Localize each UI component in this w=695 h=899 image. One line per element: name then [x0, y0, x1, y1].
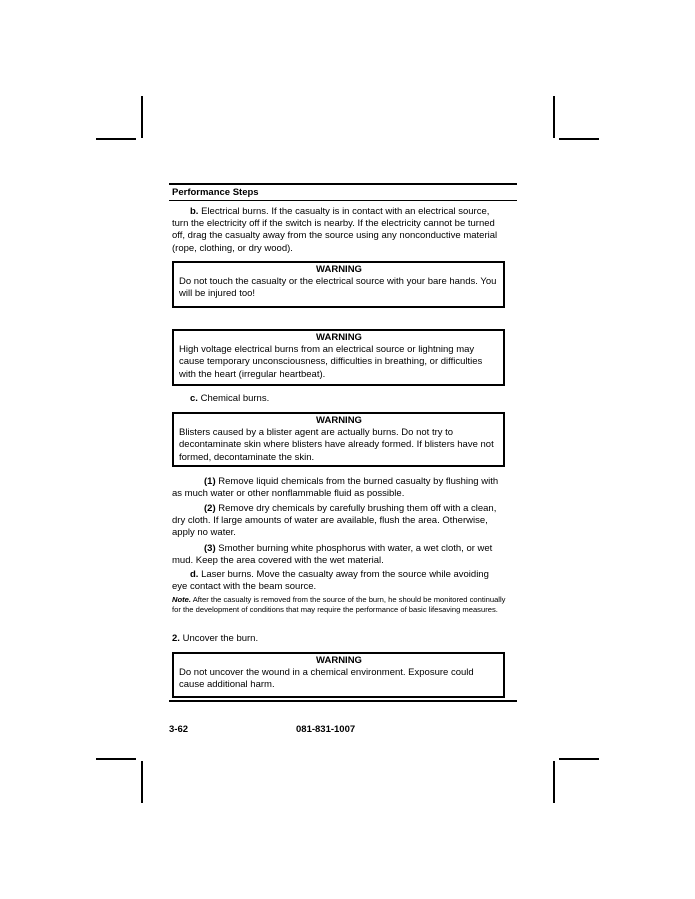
crop-mark [559, 138, 599, 140]
substep-2 [172, 503, 504, 540]
warning-text: Do not touch the casualty or the electrical source with your bare hands. You will be injured too! [179, 276, 497, 300]
substep-2-text: Remove dry chemicals by carefully brushing them off with a clean, dry cloth. If large amounts of water are available, flush the area. Otherwise, apply no water. [172, 503, 497, 539]
warning-box-4 [172, 652, 505, 698]
warning-title: WARNING [316, 655, 362, 666]
substep-3 [172, 543, 504, 567]
page-number: 3-62 [169, 724, 189, 735]
substep-1-label: (1) [204, 476, 216, 487]
step-2-label: 2. [172, 633, 180, 644]
section-heading: Performance Steps [172, 187, 259, 198]
warning-box-1 [172, 261, 505, 308]
note [172, 595, 506, 615]
paragraph-b-label: b. [190, 206, 199, 217]
paragraph-c [172, 393, 504, 405]
paragraph-c-text: Chemical burns. [200, 393, 270, 404]
substep-2-label: (2) [204, 503, 216, 514]
crop-mark [553, 96, 555, 138]
crop-mark [141, 96, 143, 138]
bottom-rule [169, 700, 517, 702]
paragraph-b-text: Electrical burns. If the casualty is in contact with an electrical source, turn the electricity off if the switch is nearby. If the electricity cannot be turned off, drag the casualty away from the source using any nonconductive material (rope, clothing, or dry wood). [172, 206, 498, 254]
warning-box-3 [172, 412, 505, 467]
paragraph-d-label: d. [190, 569, 199, 580]
crop-mark [96, 758, 136, 760]
document-number: 081-831-1007 [296, 724, 356, 735]
warning-title: WARNING [316, 264, 362, 275]
substep-3-label: (3) [204, 543, 216, 554]
note-label: Note. [172, 595, 191, 604]
paragraph-b [172, 206, 504, 255]
warning-box-2 [172, 329, 505, 386]
warning-text: High voltage electrical burns from an electrical source or lightning may cause temporary unconsciousness, difficulties in breathing, or difficulties with the heart (irregular heartbeat). [179, 344, 483, 380]
top-rule [169, 183, 517, 185]
warning-text: Blisters caused by a blister agent are actually burns. Do not try to decontaminate skin where blisters have already formed. If blisters have not formed, decontaminate the skin. [179, 427, 494, 463]
crop-mark [96, 138, 136, 140]
warning-title: WARNING [316, 415, 362, 426]
step-2 [172, 633, 504, 645]
crop-mark [553, 761, 555, 803]
paragraph-d [172, 569, 504, 593]
heading-rule [169, 200, 517, 201]
warning-title: WARNING [316, 332, 362, 343]
substep-1 [172, 476, 504, 500]
step-2-text: Uncover the burn. [182, 633, 259, 644]
substep-1-text: Remove liquid chemicals from the burned casualty by flushing with as much water or other nonflammable fluid as possible. [172, 476, 499, 500]
crop-mark [559, 758, 599, 760]
substep-3-text: Smother burning white phosphorus with water, a wet cloth, or wet mud. Keep the area covered with the wet material. [172, 543, 493, 567]
crop-mark [141, 761, 143, 803]
note-text: After the casualty is removed from the source of the burn, he should be monitored continually for the development of conditions that may require the performance of basic lifesaving measures. [172, 595, 506, 615]
paragraph-c-label: c. [190, 393, 198, 404]
paragraph-d-text: Laser burns. Move the casualty away from the source while avoiding eye contact with the beam source. [172, 569, 489, 593]
warning-text: Do not uncover the wound in a chemical environment. Exposure could cause additional harm. [179, 667, 474, 691]
